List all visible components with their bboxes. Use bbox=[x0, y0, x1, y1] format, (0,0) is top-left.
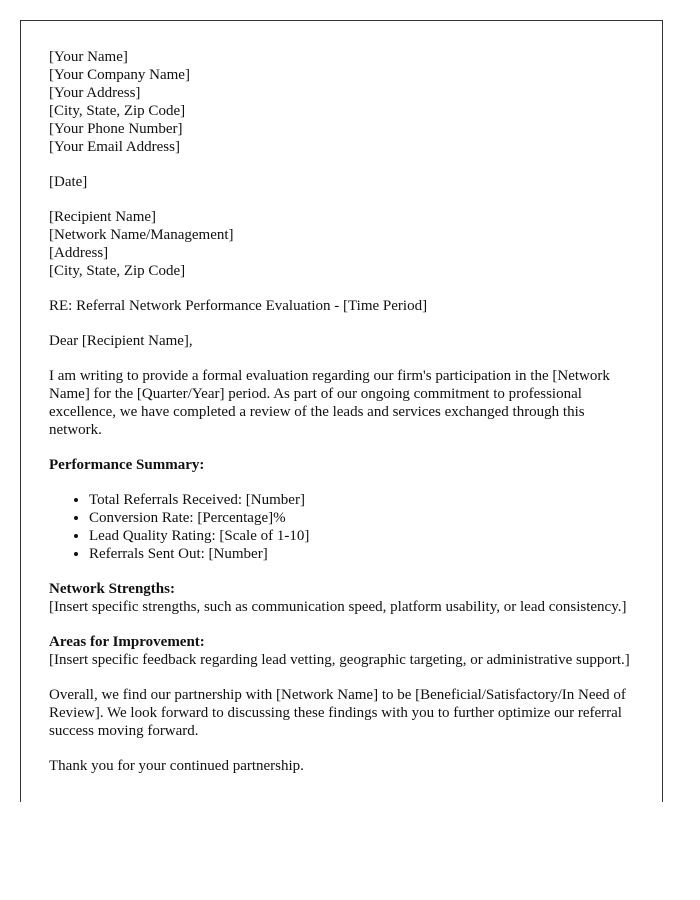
list-item: • Conversion Rate: [Percentage]% bbox=[89, 509, 634, 527]
summary-heading bbox=[49, 456, 634, 474]
strengths-section bbox=[49, 580, 634, 616]
intro-paragraph: I am writing to provide a formal evaluation regarding our firm's participation in the [Network Name] for the [Quarter/Year] period. As part of our ongoing commitment to professional excellence, we have completed a review of the leads and services exchanged through this network. bbox=[49, 368, 610, 438]
recipient-city: [City, State, Zip Code] bbox=[49, 263, 186, 279]
strengths-heading: Network Strengths: bbox=[49, 581, 175, 597]
recipient-network: [Network Name/Management] bbox=[49, 227, 234, 243]
sender-block bbox=[49, 48, 634, 156]
salutation: Dear [Recipient Name], bbox=[49, 333, 193, 349]
sender-city: [City, State, Zip Code] bbox=[49, 103, 186, 119]
improvement-section bbox=[49, 633, 634, 669]
recipient-name: [Recipient Name] bbox=[49, 209, 157, 225]
date: [Date] bbox=[49, 174, 88, 190]
improvement-text: [Insert specific feedback regarding lead vetting, geographic targeting, or administrative support.] bbox=[49, 652, 630, 668]
recipient-address: [Address] bbox=[49, 245, 109, 261]
recipient-block bbox=[49, 208, 634, 280]
sender-name: [Your Name] bbox=[49, 49, 128, 65]
sender-phone: [Your Phone Number] bbox=[49, 121, 183, 137]
subject-line: RE: Referral Network Performance Evaluation - [Time Period] bbox=[49, 298, 428, 314]
list-item: • Referrals Sent Out: [Number] bbox=[89, 545, 634, 563]
sender-email: [Your Email Address] bbox=[49, 139, 180, 155]
list-item: • Lead Quality Rating: [Scale of 1-10] bbox=[89, 527, 634, 545]
sender-address: [Your Address] bbox=[49, 85, 141, 101]
summary-list bbox=[49, 491, 634, 563]
closing-line: Thank you for your continued partnership. bbox=[49, 758, 304, 774]
overall-paragraph: Overall, we find our partnership with [Network Name] to be [Beneficial/Satisfactory/In Need of Review]. We look forward to discussing these findings with you to further optimize our referral success moving forward. bbox=[49, 687, 626, 739]
improvement-heading: Areas for Improvement: bbox=[49, 634, 205, 650]
letter-page bbox=[20, 20, 663, 802]
strengths-text: [Insert specific strengths, such as communication speed, platform usability, or lead consistency.] bbox=[49, 599, 627, 615]
list-item: • Total Referrals Received: [Number] bbox=[89, 491, 634, 509]
summary-heading-text: Performance Summary: bbox=[49, 457, 205, 473]
sender-company: [Your Company Name] bbox=[49, 67, 190, 83]
